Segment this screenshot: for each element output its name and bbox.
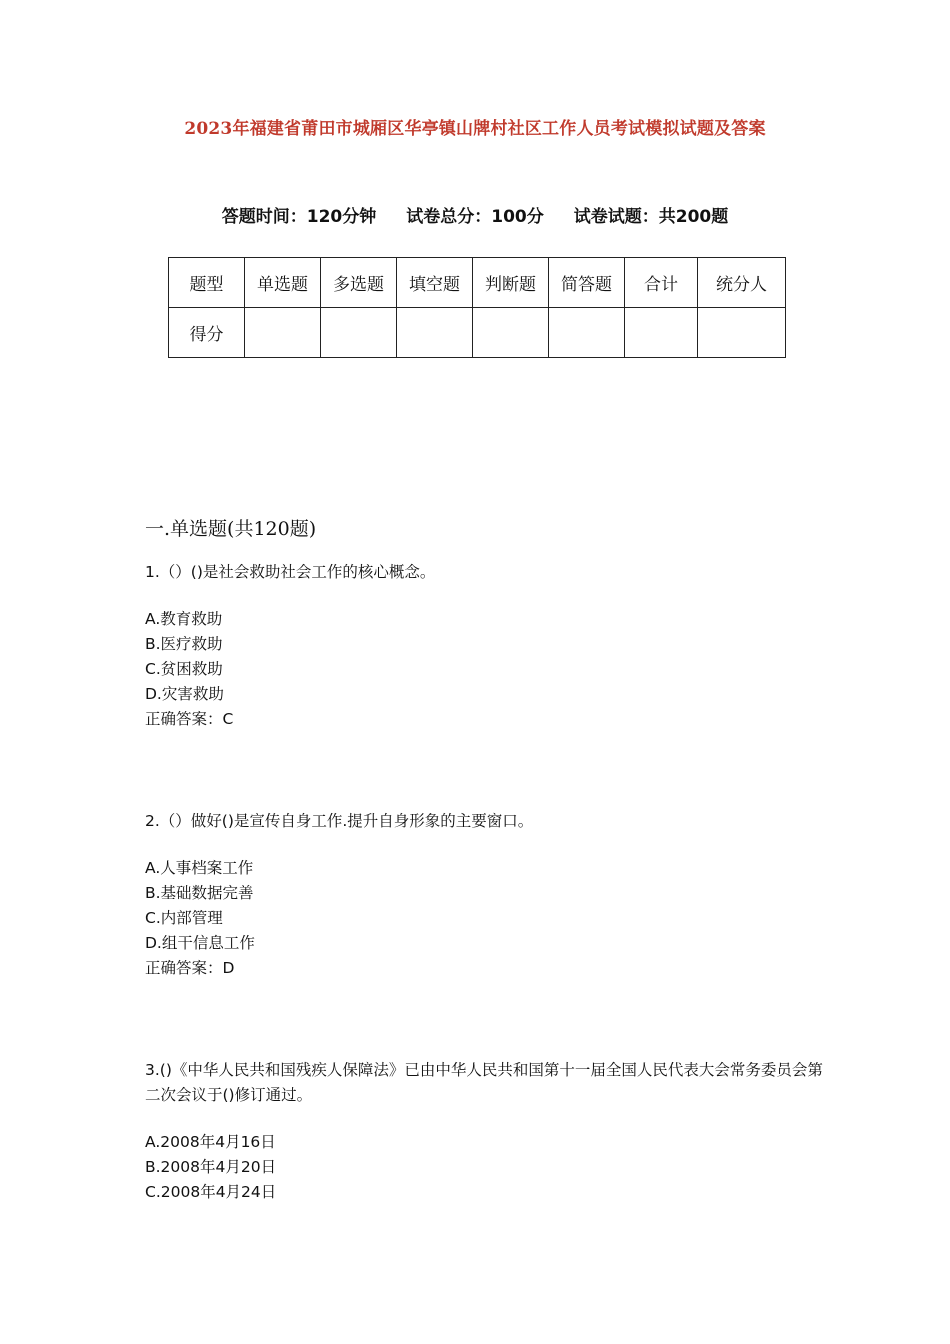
header-cell-single: 单选题 bbox=[245, 258, 321, 308]
exam-time: 答题时间：120分钟 bbox=[221, 207, 377, 227]
option-a: A.人事档案工作 bbox=[145, 859, 254, 877]
header-cell-multi: 多选题 bbox=[321, 258, 397, 308]
document-title: 2023年福建省莆田市城厢区华亭镇山牌村社区工作人员考试模拟试题及答案 bbox=[184, 119, 766, 139]
question-stem: 1.（）()是社会救助社会工作的核心概念。 bbox=[145, 563, 436, 581]
score-cell bbox=[625, 308, 698, 358]
option-b: B.2008年4月20日 bbox=[145, 1158, 277, 1176]
option-b: B.基础数据完善 bbox=[145, 884, 254, 902]
option-list bbox=[145, 1130, 825, 1205]
option-a: A.教育救助 bbox=[145, 610, 223, 628]
correct-answer: 正确答案：C bbox=[145, 710, 234, 728]
option-list bbox=[145, 856, 825, 981]
option-d: D.灾害救助 bbox=[145, 685, 224, 703]
exam-total-score: 试卷总分：100分 bbox=[406, 207, 544, 227]
question-stem: 2.（）做好()是宣传自身工作.提升自身形象的主要窗口。 bbox=[145, 812, 534, 830]
header-cell-judge: 判断题 bbox=[473, 258, 549, 308]
header-cell-type: 题型 bbox=[169, 258, 245, 308]
score-table-header-row bbox=[169, 258, 786, 308]
header-cell-scorer: 统分人 bbox=[698, 258, 786, 308]
question-1 bbox=[145, 560, 825, 732]
option-c: C.2008年4月24日 bbox=[145, 1183, 277, 1201]
score-row-label: 得分 bbox=[169, 308, 245, 358]
option-c: C.内部管理 bbox=[145, 909, 223, 927]
score-table-score-row bbox=[169, 308, 786, 358]
header-cell-fill: 填空题 bbox=[397, 258, 473, 308]
option-c: C.贫困救助 bbox=[145, 660, 223, 678]
section-heading: 一.单选题(共120题) bbox=[145, 518, 317, 540]
option-d: D.组干信息工作 bbox=[145, 934, 255, 952]
exam-total-questions: 试卷试题：共200题 bbox=[573, 207, 729, 227]
header-cell-total: 合计 bbox=[625, 258, 698, 308]
option-list bbox=[145, 607, 825, 732]
score-cell bbox=[321, 308, 397, 358]
score-cell bbox=[397, 308, 473, 358]
option-b: B.医疗救助 bbox=[145, 635, 223, 653]
score-cell bbox=[549, 308, 625, 358]
score-cell bbox=[473, 308, 549, 358]
question-stem: 3.()《中华人民共和国残疾人保障法》已由中华人民共和国第十一届全国人民代表大会常务委员会第二次会议于()修订通过。 bbox=[145, 1061, 823, 1104]
option-a: A.2008年4月16日 bbox=[145, 1133, 276, 1151]
score-cell bbox=[698, 308, 786, 358]
question-2 bbox=[145, 809, 825, 981]
correct-answer: 正确答案：D bbox=[145, 959, 235, 977]
question-3 bbox=[145, 1058, 825, 1205]
header-cell-short: 简答题 bbox=[549, 258, 625, 308]
score-cell bbox=[245, 308, 321, 358]
exam-meta bbox=[0, 202, 950, 227]
score-table bbox=[168, 257, 786, 358]
